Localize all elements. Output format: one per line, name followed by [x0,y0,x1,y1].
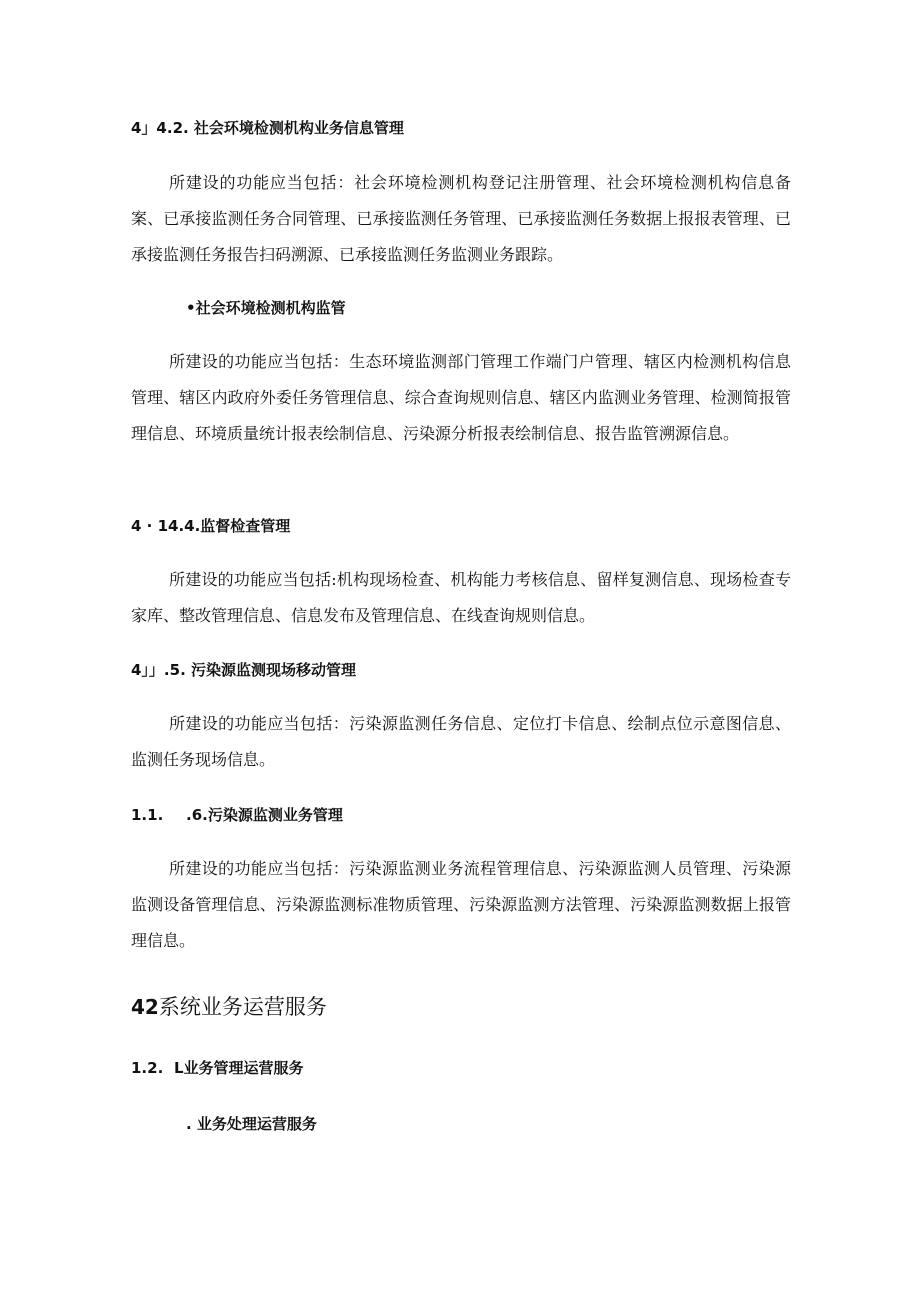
section-body-4-4: 所建设的功能应当包括:机构现场检查、机构能力考核信息、留样复测信息、现场检查专家库、整改管理信息、信息发布及管理信息、在线查询规则信息。 [131,570,791,625]
sub-heading-number: 1.2. [131,1059,164,1077]
section-heading-4-5: 4」」.5. 污染源监测现场移动管理 [131,661,356,679]
sub-heading-text: L业务管理运营服务 [174,1059,304,1077]
sub-heading [131,1057,791,1079]
section-heading-4-4: 4 · 14.4.监督检查管理 [131,517,291,535]
section-heading-4-2: 4」4.2. 社会环境检测机构业务信息管理 [131,119,404,137]
chapter-title: 系统业务运营服务 [158,995,327,1019]
section-body-4-5: 所建设的功能应当包括：污染源监测任务信息、定位打卡信息、绘制点位示意图信息、监测任务现场信息。 [131,714,791,769]
section-body-4-6: 所建设的功能应当包括：污染源监测业务流程管理信息、污染源监测人员管理、污染源监测设备管理信息、污染源监测标准物质管理、污染源监测方法管理、污染源监测数据上报管理信息。 [131,859,791,950]
chapter-heading [131,993,791,1021]
section-heading-bullet-supervision: •社会环境检测机构监管 [186,299,346,317]
section-body-4-2: 所建设的功能应当包括：社会环境检测机构登记注册管理、社会环境检测机构信息备案、已承接监测任务合同管理、已承接监测任务管理、已承接监测任务数据上报报表管理、已承接监测任务报告扫码溯源、已承接监测任务监测业务跟踪。 [131,173,791,264]
section-body-supervision: 所建设的功能应当包括：生态环境监测部门管理工作端门户管理、辖区内检测机构信息管理、辖区内政府外委任务管理信息、综合查询规则信息、辖区内监测业务管理、检测简报管理信息、环境质量统计报表绘制信息、污染源分析报表绘制信息、报告监管溯源信息。 [131,352,791,443]
chapter-number: 42 [131,995,159,1019]
section-heading-4-6 [131,804,791,826]
sub-sub-heading: . 业务处理运营服务 [186,1115,317,1133]
section-heading-text: .6.污染源监测业务管理 [186,806,343,824]
section-heading-number: 1.1. [131,806,164,824]
